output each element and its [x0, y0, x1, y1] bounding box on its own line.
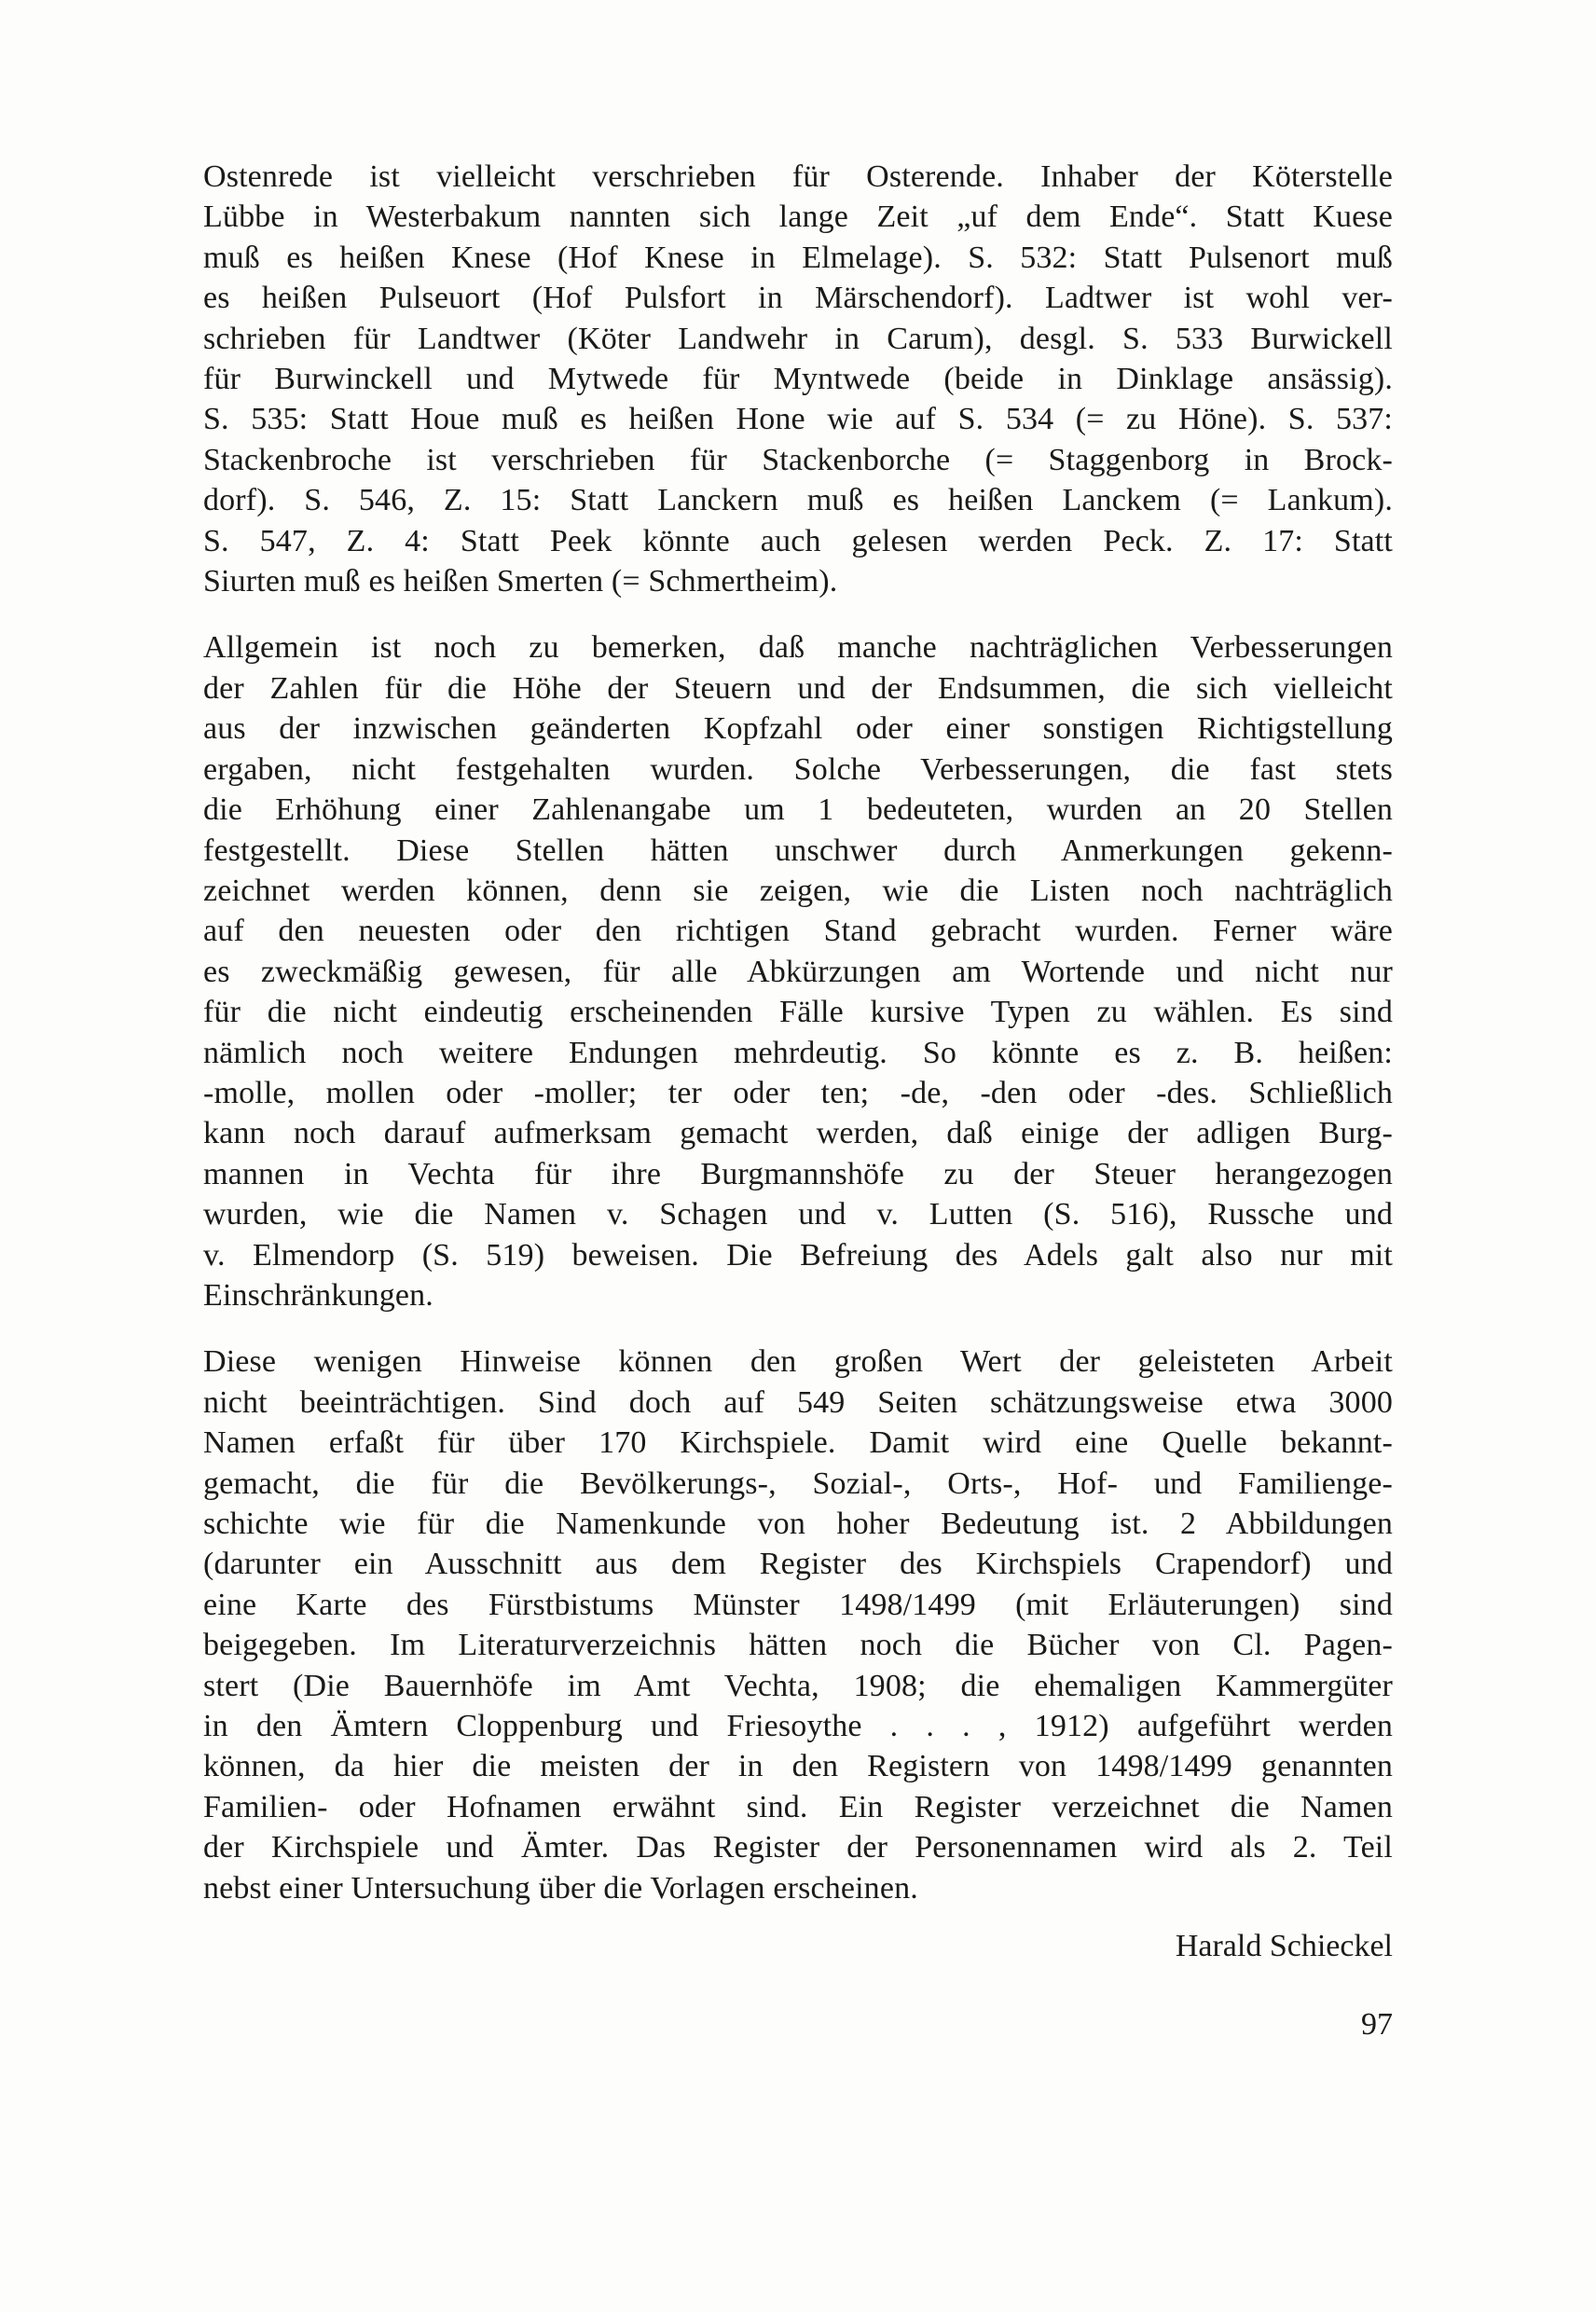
text-line: auf den neuesten oder den richtigen Stand gebracht wurden. Ferner wäre [203, 914, 1393, 949]
text-line: wurden, wie die Namen v. Schagen und v. Lutten (S. 516), Russche und [203, 1197, 1393, 1232]
text-line: (darunter ein Ausschnitt aus dem Register des Kirchspiels Crapendorf) und [203, 1547, 1393, 1582]
paragraph-2 [203, 627, 1393, 1315]
text-line: Stackenbroche ist verschrieben für Stackenborche (= Staggenborg in Brock- [203, 442, 1393, 477]
text-line: eine Karte des Fürstbistums Münster 1498/1499 (mit Erläuterungen) sind [203, 1587, 1393, 1622]
text-line: es heißen Pulseuort (Hof Pulsfort in Märschendorf). Ladtwer ist wohl ver- [203, 281, 1393, 316]
paragraph-3 [203, 1342, 1393, 1908]
text-line: Einschränkungen. [203, 1277, 433, 1313]
text-line: ergaben, nicht festgehalten wurden. Solche Verbesserungen, die fast stets [203, 751, 1393, 787]
text-line: S. 547, Z. 4: Statt Peek könnte auch gelesen werden Peck. Z. 17: Statt [203, 523, 1393, 558]
author-signature: Harald Schieckel [1175, 1929, 1393, 1963]
text-line: die Erhöhung einer Zahlenangabe um 1 bedeuteten, wurden an 20 Stellen [203, 792, 1393, 828]
text-line: Familien- oder Hofnamen erwähnt sind. Ein Register verzeichnet die Namen [203, 1789, 1393, 1824]
body-text [203, 157, 1393, 1908]
text-line: es zweckmäßig gewesen, für alle Abkürzungen am Wortende und nicht nur [203, 954, 1393, 989]
text-line: Ostenrede ist vielleicht verschrieben für Osterende. Inhaber der Köterstelle [203, 159, 1393, 194]
text-line: nicht beeinträchtigen. Sind doch auf 549 Seiten schätzungsweise etwa 3000 [203, 1384, 1393, 1420]
text-line: schichte wie für die Namenkunde von hoher Bedeutung ist. 2 Abbildungen [203, 1507, 1393, 1541]
text-line: -molle, mollen oder -moller; ter oder ten; -de, -den oder -des. Schließlich [203, 1075, 1393, 1110]
text-line: für Burwinckell und Mytwede für Myntwede (beide in Dinklage ansässig). [203, 362, 1393, 397]
text-line: beigegeben. Im Literaturverzeichnis hätten noch die Bücher von Cl. Pagen- [203, 1628, 1393, 1663]
text-line: der Kirchspiele und Ämter. Das Register der Personennamen wird als 2. Teil [203, 1830, 1393, 1865]
text-line: Diese wenigen Hinweise können den großen Wert der geleisteten Arbeit [203, 1344, 1393, 1380]
text-line: Allgemein ist noch zu bemerken, daß manche nachträglichen Verbesserungen [203, 630, 1393, 666]
text-line: Siurten muß es heißen Smerten (= Schmertheim). [203, 564, 838, 599]
text-line: in den Ämtern Cloppenburg und Friesoythe . . . , 1912) aufgeführt werden [203, 1709, 1393, 1744]
page-number: 97 [1361, 2007, 1393, 2042]
text-line: S. 535: Statt Houe muß es heißen Hone wie auf S. 534 (= zu Höne). S. 537: [203, 402, 1393, 437]
text-line: stert (Die Bauernhöfe im Amt Vechta, 1908; die ehemaligen Kammergüter [203, 1668, 1393, 1703]
text-line: aus der inzwischen geänderten Kopfzahl oder einer sonstigen Richtigstellung [203, 711, 1393, 747]
text-line: nämlich noch weitere Endungen mehrdeutig. So könnte es z. B. heißen: [203, 1035, 1393, 1070]
text-line: gemacht, die für die Bevölkerungs-, Sozial-, Orts-, Hof- und Familienge- [203, 1466, 1393, 1501]
text-line: dorf). S. 546, Z. 15: Statt Lanckern muß es heißen Lanckem (= Lankum). [203, 483, 1393, 518]
text-line: festgestellt. Diese Stellen hätten unschwer durch Anmerkungen gekenn- [203, 833, 1393, 868]
text-line: v. Elmendorp (S. 519) beweisen. Die Befreiung des Adels galt also nur mit [203, 1237, 1393, 1273]
text-line: kann noch darauf aufmerksam gemacht werden, daß einige der adligen Burg- [203, 1116, 1393, 1151]
text-line: der Zahlen für die Höhe der Steuern und der Endsummen, die sich vielleicht [203, 670, 1393, 706]
text-line: nebst einer Untersuchung über die Vorlagen erscheinen. [203, 1870, 918, 1906]
text-line: für die nicht eindeutig erscheinenden Fälle kursive Typen zu wählen. Es sind [203, 995, 1393, 1030]
text-line: mannen in Vechta für ihre Burgmannshöfe zu der Steuer herangezogen [203, 1156, 1393, 1191]
text-line: Namen erfaßt für über 170 Kirchspiele. Damit wird eine Quelle bekannt- [203, 1425, 1393, 1461]
paragraph-1 [203, 157, 1393, 601]
text-line: schrieben für Landtwer (Köter Landwehr in Carum), desgl. S. 533 Burwickell [203, 321, 1393, 356]
text-line: Lübbe in Westerbakum nannten sich lange Zeit „uf dem Ende“. Statt Kuese [203, 200, 1393, 235]
text-line: können, da hier die meisten der in den Registern von 1498/1499 genannten [203, 1749, 1393, 1784]
text-line: zeichnet werden können, denn sie zeigen, wie die Listen noch nachträglich [203, 873, 1393, 908]
text-line: muß es heißen Knese (Hof Knese in Elmelage). S. 532: Statt Pulsenort muß [203, 240, 1393, 275]
